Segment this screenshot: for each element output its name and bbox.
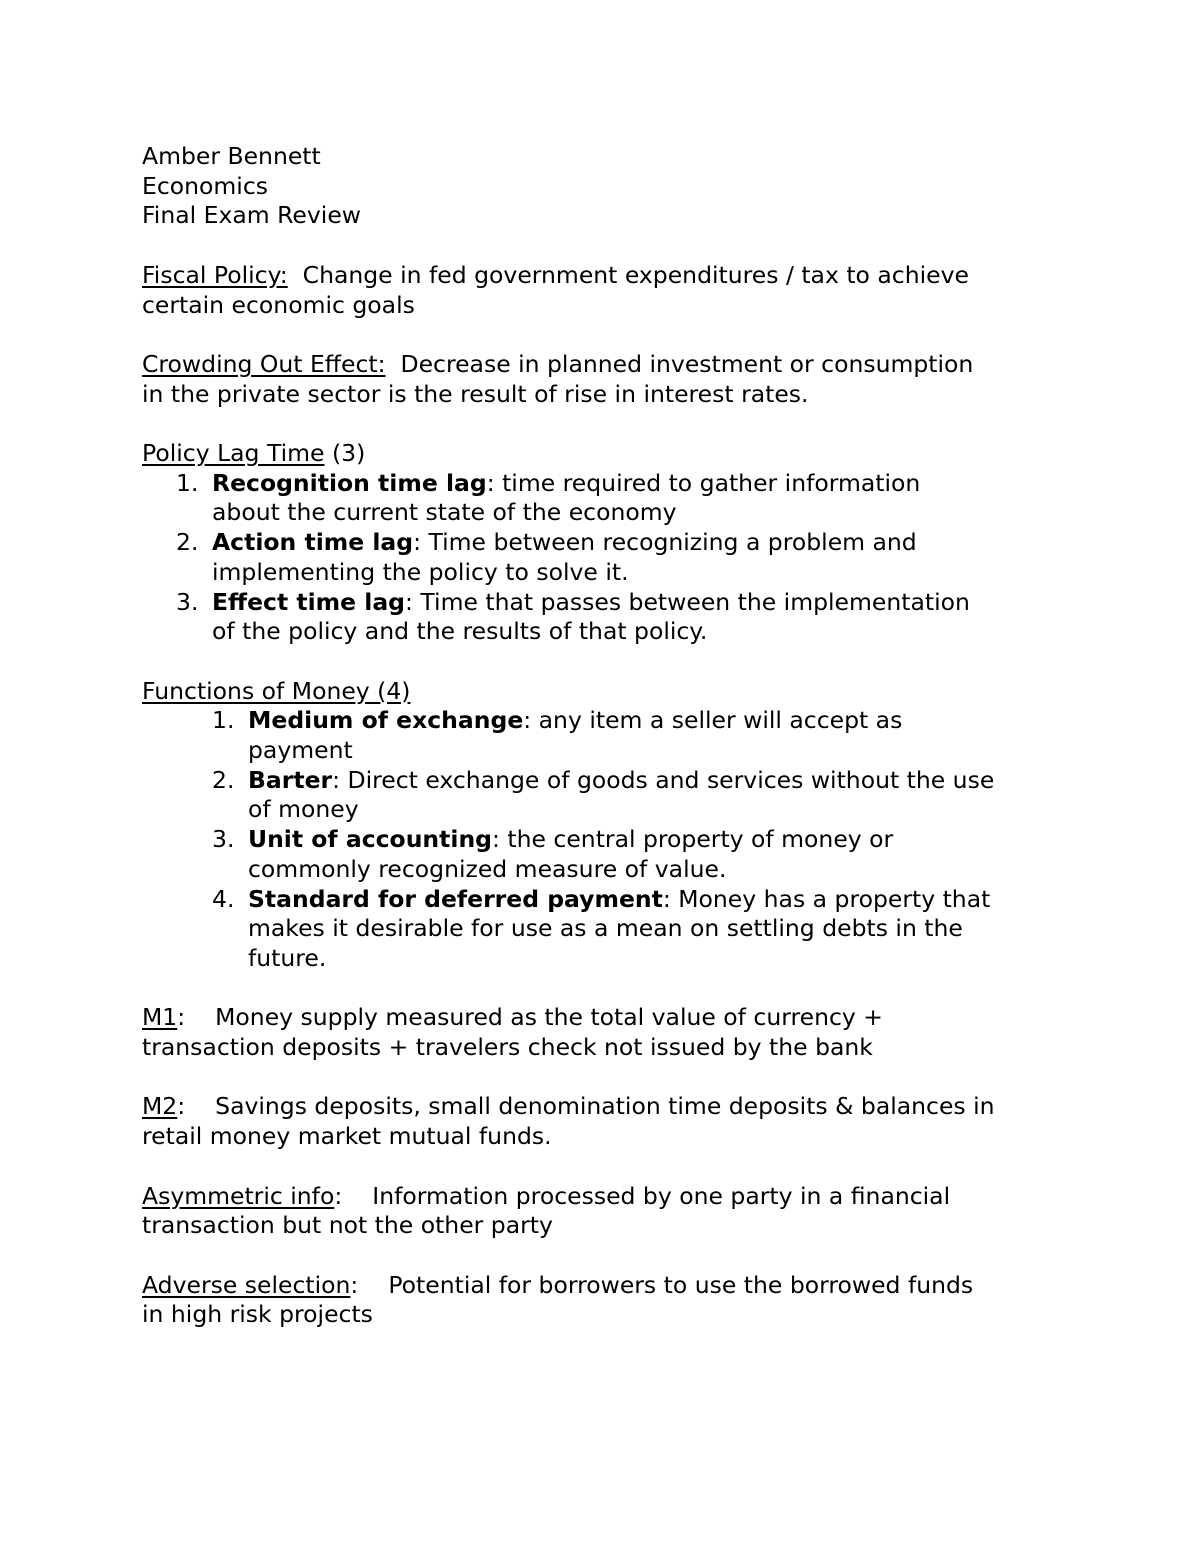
list-definition: : the central property of money or bbox=[492, 825, 894, 854]
list-definition-cont: of the policy and the results of that policy. bbox=[212, 617, 708, 646]
document-title: Final Exam Review bbox=[142, 201, 361, 230]
list-item bbox=[142, 766, 1072, 825]
list-definition-cont: about the current state of the economy bbox=[212, 498, 677, 527]
adverse-selection-term: Adverse selection bbox=[142, 1270, 351, 1299]
author-name: Amber Bennett bbox=[142, 142, 321, 170]
list-term: Recognition time lag bbox=[212, 468, 487, 497]
list-definition-cont: payment bbox=[248, 736, 353, 764]
functions-of-money-term: Functions of Money (4) bbox=[142, 676, 411, 705]
list-number: 2. bbox=[176, 528, 199, 557]
crowding-out-section bbox=[142, 350, 1072, 409]
policy-lag-list bbox=[142, 469, 1072, 647]
crowding-out-definition-cont: in the private sector is the result of rise in interest rates. bbox=[142, 379, 809, 408]
list-definition: : Time between recognizing a problem and bbox=[413, 528, 917, 557]
asymmetric-info-definition: Information processed by one party in a financial bbox=[372, 1181, 951, 1210]
list-item bbox=[142, 588, 1072, 647]
crowding-out-term: Crowding Out Effect: bbox=[142, 349, 386, 378]
list-term: Barter bbox=[248, 765, 333, 794]
crowding-out-definition: Decrease in planned investment or consumption bbox=[400, 349, 974, 378]
m1-term: M1 bbox=[142, 1003, 178, 1032]
list-term: Medium of exchange bbox=[248, 706, 524, 735]
list-number: 1. bbox=[212, 706, 235, 735]
m2-term: M2 bbox=[142, 1092, 178, 1121]
list-item bbox=[142, 706, 1072, 765]
m1-section: M1: Money supply measured as the total value of currency + transaction deposits + travelers check not issued by the bank bbox=[142, 1003, 1072, 1062]
list-definition: : Direct exchange of goods and services without the use bbox=[332, 765, 995, 794]
list-item bbox=[142, 469, 1072, 528]
m2-definition: Savings deposits, small denomination time deposits & balances in bbox=[215, 1092, 995, 1121]
asymmetric-info-section: Asymmetric info: Information processed by one party in a financial transaction but not the other party bbox=[142, 1182, 1072, 1241]
list-number: 3. bbox=[176, 587, 199, 616]
list-definition-cont: of money bbox=[248, 795, 359, 824]
list-definition-cont: future. bbox=[248, 943, 327, 972]
list-definition: : Money has a property that bbox=[662, 884, 991, 913]
list-number: 3. bbox=[212, 825, 235, 854]
policy-lag-term: Policy Lag Time bbox=[142, 438, 325, 467]
adverse-selection-definition-cont: in high risk projects bbox=[142, 1300, 373, 1329]
list-item bbox=[142, 825, 1072, 884]
fiscal-policy-section bbox=[142, 261, 1072, 320]
list-number: 1. bbox=[176, 468, 199, 497]
functions-of-money-section bbox=[142, 677, 1072, 974]
list-definition: : any item a seller will accept as bbox=[523, 706, 903, 735]
list-definition: : time required to gather information bbox=[486, 468, 921, 497]
list-term: Unit of accounting bbox=[248, 825, 492, 854]
list-number: 2. bbox=[212, 765, 235, 794]
list-definition: : Time that passes between the implementation bbox=[405, 587, 970, 616]
course-name: Economics bbox=[142, 171, 269, 200]
adverse-selection-section: Adverse selection: Potential for borrowers to use the borrowed funds in high risk projects bbox=[142, 1271, 1072, 1330]
asymmetric-info-term: Asymmetric info bbox=[142, 1181, 335, 1210]
header bbox=[142, 142, 1072, 231]
list-definition-cont: makes it desirable for use as a mean on settling debts in the bbox=[248, 914, 963, 943]
m1-definition-cont: transaction deposits + travelers check not issued by the bank bbox=[142, 1033, 873, 1062]
list-definition-cont: implementing the policy to solve it. bbox=[212, 557, 629, 586]
list-item bbox=[142, 528, 1072, 587]
list-definition-cont: commonly recognized measure of value. bbox=[248, 854, 727, 883]
fiscal-policy-term: Fiscal Policy: bbox=[142, 260, 288, 289]
m2-section: M2: Savings deposits, small denomination time deposits & balances in retail money market mutual funds. bbox=[142, 1092, 1072, 1151]
list-number: 4. bbox=[212, 884, 235, 913]
m2-definition-cont: retail money market mutual funds. bbox=[142, 1122, 552, 1151]
list-item bbox=[142, 885, 1072, 974]
fiscal-policy-definition-cont: certain economic goals bbox=[142, 290, 415, 319]
policy-lag-count: (3) bbox=[331, 438, 366, 467]
list-term: Standard for deferred payment bbox=[248, 884, 663, 913]
functions-of-money-list bbox=[142, 706, 1072, 973]
list-term: Action time lag bbox=[212, 528, 414, 557]
policy-lag-section bbox=[142, 439, 1072, 647]
fiscal-policy-definition: Change in fed government expenditures / tax to achieve bbox=[302, 260, 969, 289]
asymmetric-info-definition-cont: transaction but not the other party bbox=[142, 1211, 553, 1240]
document-page bbox=[142, 142, 1072, 1330]
m1-definition: Money supply measured as the total value of currency + bbox=[215, 1003, 883, 1032]
adverse-selection-definition: Potential for borrowers to use the borrowed funds bbox=[388, 1270, 974, 1299]
list-term: Effect time lag bbox=[212, 587, 406, 616]
